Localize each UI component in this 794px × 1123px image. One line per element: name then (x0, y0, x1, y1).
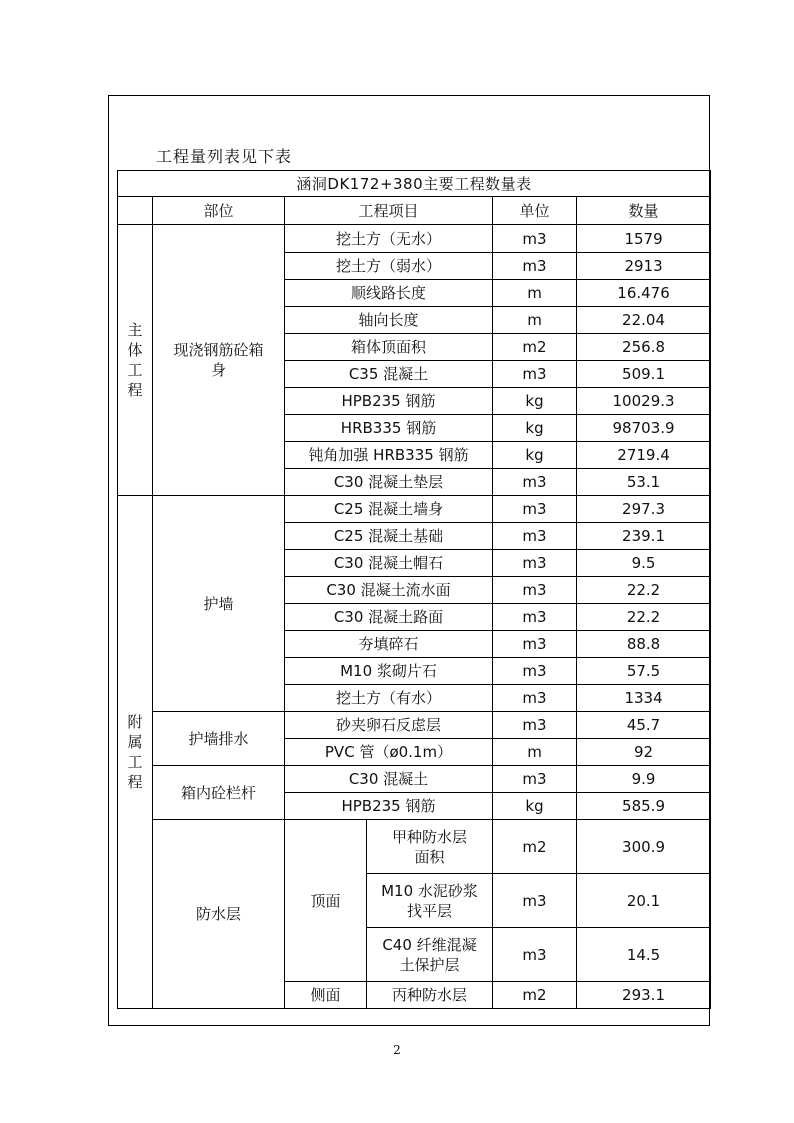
qty-cell: 9.5 (577, 550, 711, 577)
item-cell: M10 水泥砂浆 找平层 (367, 874, 493, 928)
unit-cell: m3 (493, 604, 577, 631)
item-cell: 箱体顶面积 (285, 334, 493, 361)
qty-cell: 22.2 (577, 604, 711, 631)
table-row (118, 820, 711, 874)
item-cell: M10 浆砌片石 (285, 658, 493, 685)
sub-retaining-wall: 护墙 (153, 496, 285, 712)
header-qty: 数量 (577, 197, 711, 225)
group-main: 主 体 工 程 (118, 225, 153, 496)
item-cell: C40 纤维混凝 土保护层 (367, 928, 493, 982)
unit-cell: m3 (493, 766, 577, 793)
sub-cast-box: 现浇钢筋砼箱 身 (153, 225, 285, 496)
waterproof-top-label: 顶面 (285, 820, 367, 982)
item-cell: C30 混凝土 (285, 766, 493, 793)
table-row (118, 197, 711, 225)
item-cell: 挖土方（无水） (285, 225, 493, 253)
qty-cell: 2913 (577, 253, 711, 280)
unit-cell: m3 (493, 225, 577, 253)
item-cell: HPB235 钢筋 (285, 388, 493, 415)
qty-cell: 300.9 (577, 820, 711, 874)
unit-cell: m3 (493, 577, 577, 604)
unit-cell: m3 (493, 469, 577, 496)
waterproof-side-label: 侧面 (285, 982, 367, 1009)
table-row (118, 766, 711, 793)
item-cell: 挖土方（有水） (285, 685, 493, 712)
unit-cell: m3 (493, 523, 577, 550)
unit-cell: m3 (493, 874, 577, 928)
intro-text: 工程量列表见下表 (156, 147, 293, 166)
qty-cell: 585.9 (577, 793, 711, 820)
table-row (118, 712, 711, 739)
item-cell: HPB235 钢筋 (285, 793, 493, 820)
qty-cell: 239.1 (577, 523, 711, 550)
item-cell: 钝角加强 HRB335 钢筋 (285, 442, 493, 469)
item-cell: 砂夹卵石反虑层 (285, 712, 493, 739)
qty-cell: 297.3 (577, 496, 711, 523)
unit-cell: m2 (493, 982, 577, 1009)
item-cell: C30 混凝土垫层 (285, 469, 493, 496)
item-cell: 轴向长度 (285, 307, 493, 334)
unit-cell: m3 (493, 658, 577, 685)
qty-cell: 509.1 (577, 361, 711, 388)
item-cell: PVC 管（ø0.1m） (285, 739, 493, 766)
qty-cell: 53.1 (577, 469, 711, 496)
qty-cell: 10029.3 (577, 388, 711, 415)
header-part: 部位 (153, 197, 285, 225)
qty-cell: 22.2 (577, 577, 711, 604)
qty-cell: 98703.9 (577, 415, 711, 442)
qty-cell: 293.1 (577, 982, 711, 1009)
qty-cell: 16.476 (577, 280, 711, 307)
qty-cell: 1579 (577, 225, 711, 253)
unit-cell: m (493, 307, 577, 334)
page-number: 2 (393, 1043, 401, 1057)
sub-wall-drainage: 护墙排水 (153, 712, 285, 766)
table-caption: 涵洞DK172+380主要工程数量表 (118, 171, 711, 197)
item-cell: C30 混凝土流水面 (285, 577, 493, 604)
unit-cell: m3 (493, 550, 577, 577)
header-item: 工程项目 (285, 197, 493, 225)
table-row (118, 225, 711, 253)
qty-cell: 2719.4 (577, 442, 711, 469)
group-aux: 附 属 工 程 (118, 496, 153, 1009)
unit-cell: m3 (493, 631, 577, 658)
unit-cell: m (493, 280, 577, 307)
item-cell: C30 混凝土路面 (285, 604, 493, 631)
unit-cell: m3 (493, 361, 577, 388)
qty-cell: 92 (577, 739, 711, 766)
sub-waterproof: 防水层 (153, 820, 285, 1009)
unit-cell: m3 (493, 253, 577, 280)
unit-cell: m2 (493, 334, 577, 361)
item-cell: C30 混凝土帽石 (285, 550, 493, 577)
qty-cell: 88.8 (577, 631, 711, 658)
unit-cell: kg (493, 793, 577, 820)
unit-cell: kg (493, 388, 577, 415)
unit-cell: kg (493, 415, 577, 442)
qty-cell: 22.04 (577, 307, 711, 334)
item-cell: 夯填碎石 (285, 631, 493, 658)
quantity-table (117, 170, 711, 1009)
unit-cell: m3 (493, 928, 577, 982)
unit-cell: m2 (493, 820, 577, 874)
item-cell: 甲种防水层 面积 (367, 820, 493, 874)
unit-cell: m3 (493, 712, 577, 739)
qty-cell: 20.1 (577, 874, 711, 928)
item-cell: C35 混凝土 (285, 361, 493, 388)
qty-cell: 9.9 (577, 766, 711, 793)
header-blank (118, 197, 153, 225)
item-cell: C25 混凝土基础 (285, 523, 493, 550)
qty-cell: 45.7 (577, 712, 711, 739)
sub-box-railing: 箱内砼栏杆 (153, 766, 285, 820)
unit-cell: m3 (493, 685, 577, 712)
unit-cell: kg (493, 442, 577, 469)
item-cell: HRB335 钢筋 (285, 415, 493, 442)
header-unit: 单位 (493, 197, 577, 225)
table-row (118, 171, 711, 197)
unit-cell: m (493, 739, 577, 766)
qty-cell: 1334 (577, 685, 711, 712)
item-cell: 挖土方（弱水） (285, 253, 493, 280)
item-cell: 顺线路长度 (285, 280, 493, 307)
qty-cell: 14.5 (577, 928, 711, 982)
item-cell: C25 混凝土墙身 (285, 496, 493, 523)
qty-cell: 57.5 (577, 658, 711, 685)
unit-cell: m3 (493, 496, 577, 523)
qty-cell: 256.8 (577, 334, 711, 361)
table-row (118, 496, 711, 523)
item-cell: 丙种防水层 (367, 982, 493, 1009)
